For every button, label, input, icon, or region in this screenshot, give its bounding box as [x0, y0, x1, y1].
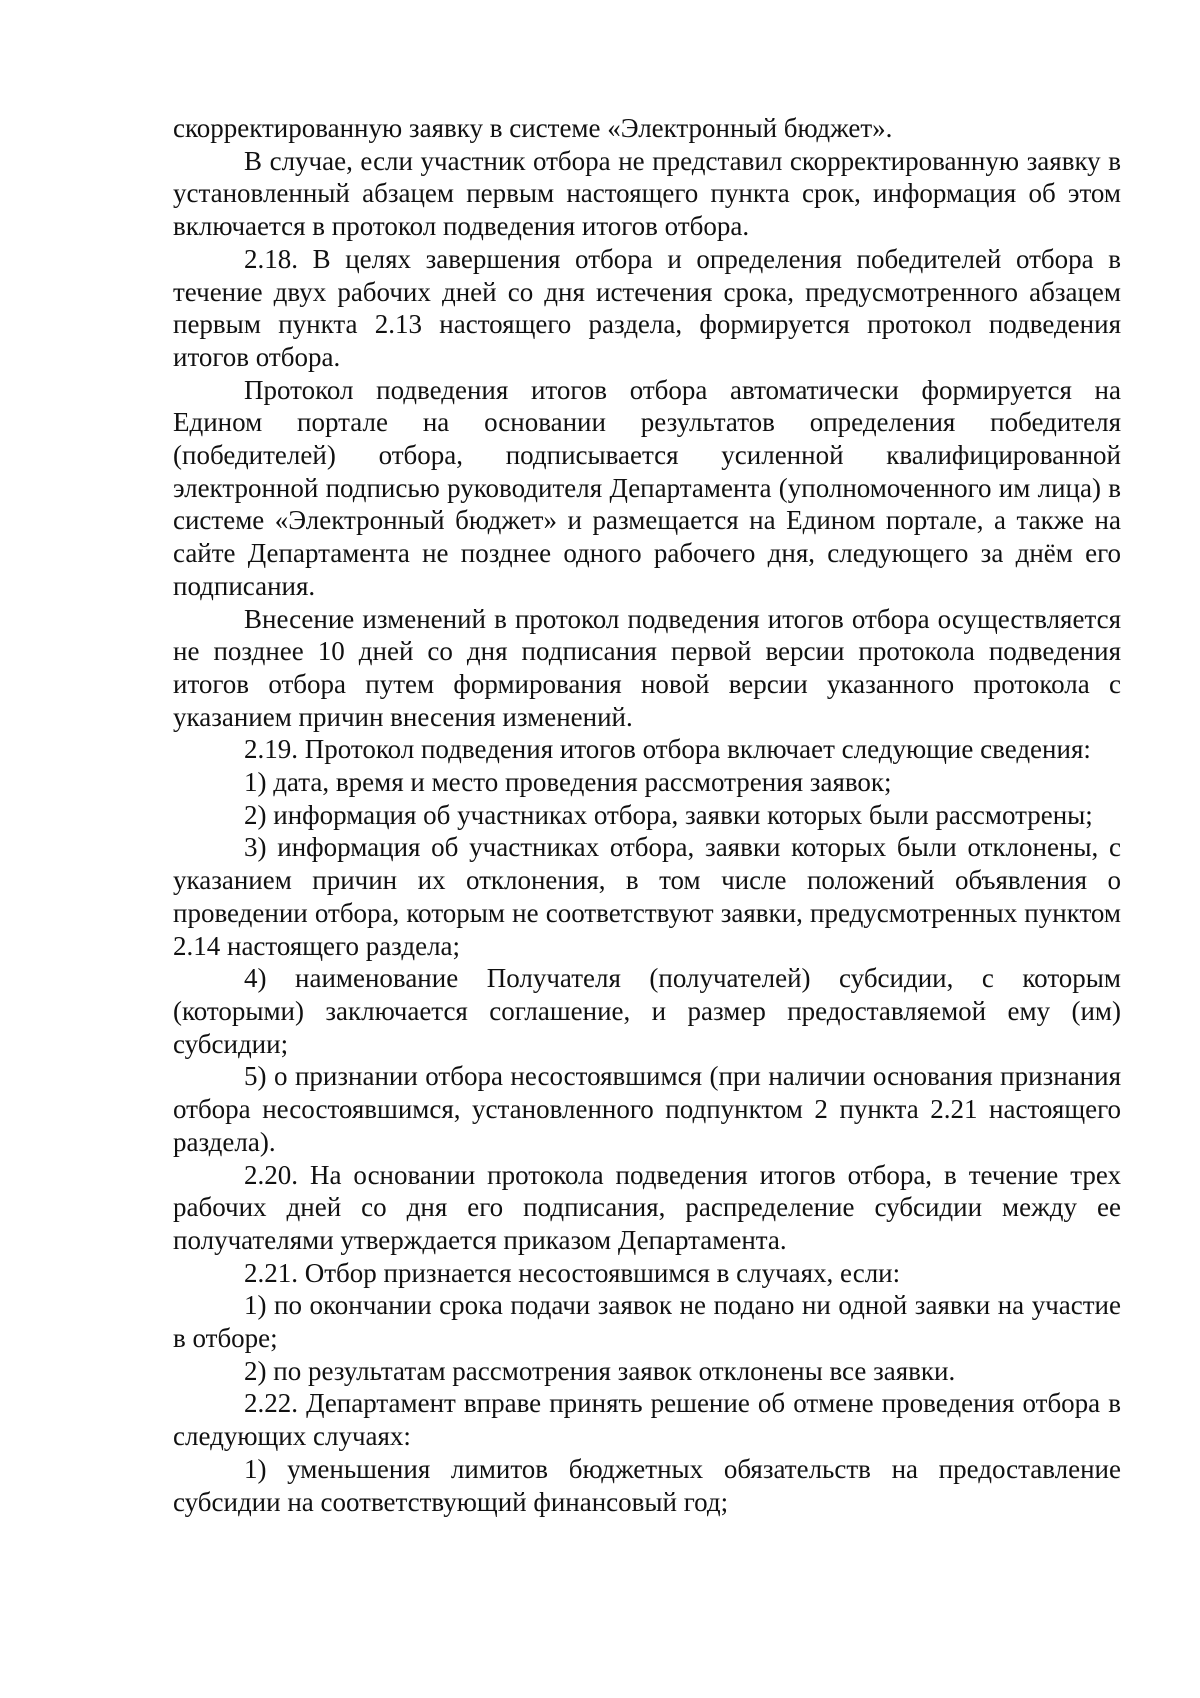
paragraph-2-18: 2.18. В целях завершения отбора и определения победителей отбора в течение двух рабочих дней со дня истечения срока, предусмотренного абзацем первым пункта 2.13 настоящего раздела, формируется протокол подведения итогов отбора.: [173, 243, 1121, 372]
list-item-2-19-2: 2) информация об участниках отбора, заявки которых были рассмотрены;: [244, 799, 1093, 830]
paragraph-2-20: 2.20. На основании протокола подведения итогов отбора, в течение трех рабочих дней со дня его подписания, распределение субсидии между ее получателями утверждается приказом Департамента.: [173, 1159, 1121, 1255]
list-item-2-19-3: 3) информация об участниках отбора, заявки которых были отклонены, с указанием причин их отклонения, в том числе положений объявления о проведении отбора, которым не соответствуют заявки, предусмотренных пунктом 2.14 настоящего раздела;: [173, 832, 1121, 961]
list-item-2-22-1: 1) уменьшения лимитов бюджетных обязательств на предоставление субсидии на соответствующий финансовый год;: [173, 1453, 1121, 1517]
paragraph-2-21: 2.21. Отбор признается несостоявшимся в случаях, если:: [244, 1257, 901, 1288]
paragraph-2-19: 2.19. Протокол подведения итогов отбора включает следующие сведения:: [244, 734, 1091, 765]
list-item-2-21-1: 1) по окончании срока подачи заявок не подано ни одной заявки на участие в отборе;: [173, 1290, 1121, 1354]
paragraph-2-22: 2.22. Департамент вправе принять решение об отмене проведения отбора в следующих случаях:: [173, 1388, 1121, 1452]
paragraph-2: В случае, если участник отбора не представил скорректированную заявку в установленный абзацем первым настоящего пункта срок, информация об этом включается в протокол подведения итогов отбора.: [173, 145, 1121, 242]
list-item-2-19-1: 1) дата, время и место проведения рассмотрения заявок;: [244, 767, 892, 798]
paragraph-protocol-changes: Внесение изменений в протокол подведения итогов отбора осуществляется не позднее 10 дней со дня подписания первой версии протокола подведения итогов отбора путем формирования новой версии указанного протокола с указанием причин внесения изменений.: [173, 603, 1121, 732]
list-item-2-19-5: 5) о признании отбора несостоявшимся (при наличии основания признания отбора несостоявшимся, установленного подпунктом 2 пункта 2.21 настоящего раздела).: [173, 1061, 1121, 1157]
document-page: [173, 112, 1121, 1518]
list-item-2-19-4: 4) наименование Получателя (получателей) субсидии, с которым (которыми) заключается соглашение, и размер предоставляемой ему (им) субсидии;: [173, 963, 1121, 1059]
paragraph-protocol-formation: Протокол подведения итогов отбора автоматически формируется на Едином портале на основании результатов определения победителя (победителей) отбора, подписывается усиленной квалифицированной электронной подписью руководителя Департамента (уполномоченного им лица) в системе «Электронный бюджет» и размещается на Едином портале, а также на сайте Департамента не позднее одного рабочего дня, следующего за днём его подписания.: [173, 374, 1121, 601]
list-item-2-21-2: 2) по результатам рассмотрения заявок отклонены все заявки.: [244, 1355, 956, 1386]
paragraph-1: скорректированную заявку в системе «Электронный бюджет».: [173, 113, 893, 143]
